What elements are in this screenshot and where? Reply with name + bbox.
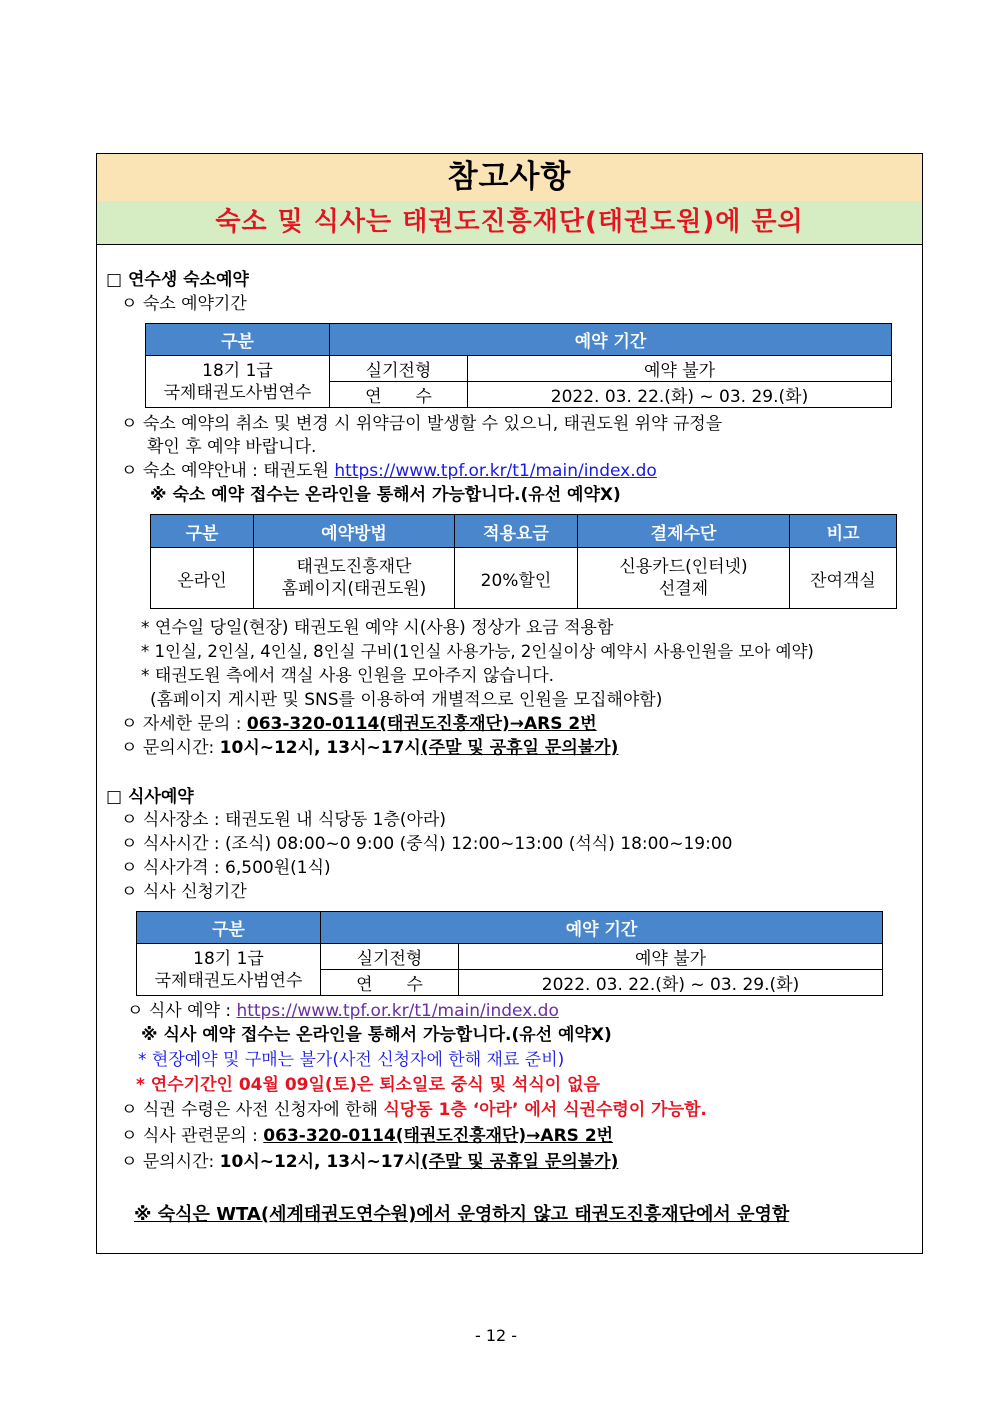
meal-ticket-value: 식당동 1층 ‘아라’ 에서 식권수령이 가능함. [383,1100,707,1120]
footer-note: ※ 숙식은 WTA(세계태권도연수원)에서 운영하지 않고 태권도진흥재단에서 운영함 [134,1204,790,1225]
page-title: 참고사항 [97,154,922,202]
lodging-note: * 연수일 당일(현장) 태권도원 예약 시(사용) 정상가 요금 적용함 [141,618,614,638]
lodging-hours-label: ㅇ 문의시간: [121,738,220,758]
course-line: 국제태권도사범연수 [163,382,312,403]
table-cell: 2022. 03. 22.(화) ~ 03. 29.(화) [459,970,883,996]
lodging-inquiry [121,713,597,735]
lodging-note: * 태권도원 측에서 객실 사용 인원을 모아주지 않습니다. [141,666,555,686]
meal-inquiry-label: ㅇ 식사 관련문의 : [121,1126,264,1146]
lodging-guide [121,460,657,482]
table-header: 결제수단 [578,515,790,548]
lodging-guide-link[interactable]: https://www.tpf.or.kr/t1/main/index.do [334,461,657,481]
page-subtitle: 숙소 및 식사는 태권도진흥재단(태권도원)에 문의 [97,201,922,245]
lodging-heading: □ 연수생 숙소예약 [106,270,249,290]
lodging-hours [121,737,618,759]
cell-line: 홈페이지(태권도원) [281,579,427,599]
course-line: 18기 1급 [202,360,273,381]
table-cell: 온라인 [151,548,254,609]
meal-price: ㅇ 식사가격 : 6,500원(1식) [121,858,331,878]
table-cell: 잔여객실 [790,548,897,609]
page-number: - 12 - [474,1326,518,1345]
lodging-hours-note: (주말 및 공휴일 문의불가) [420,738,619,758]
table-cell: 예약 불가 [459,944,883,970]
course-cell [146,356,330,408]
table-header: 비고 [790,515,897,548]
table-header: 구분 [146,324,330,356]
cancel-note: ㅇ 숙소 예약의 취소 및 변경 시 위약금이 발생할 수 있으니, 태권도원 위약 규정을 [121,414,723,434]
meal-heading: □ 식사예약 [106,787,194,807]
table-cell: 예약 불가 [468,356,892,382]
table-header: 예약방법 [254,515,455,548]
table-cell [578,548,790,609]
lodging-guide-label: ㅇ 숙소 예약안내 : 태권도원 [121,461,335,481]
meal-inquiry [121,1125,613,1147]
lodging-hours-value: 10시~12시, 13시~17시 [219,738,421,758]
meal-reserve-label: ㅇ 식사 예약 : [127,1001,237,1021]
table-cell [254,548,455,609]
course-cell [137,944,321,996]
lodging-online-only: ※ 숙소 예약 접수는 온라인을 통해서 가능합니다.(유선 예약X) [150,485,621,505]
meal-inquiry-value: 063-320-0114(태권도진흥재단)→ARS 2번 [263,1126,614,1146]
meal-hours-note: (주말 및 공휴일 문의불가) [420,1152,619,1172]
table-cell: 2022. 03. 22.(화) ~ 03. 29.(화) [468,382,892,408]
meal-place: ㅇ 식사장소 : 태권도원 내 식당동 1층(아라) [121,810,446,830]
meal-onsite-note: * 현장예약 및 구매는 불가(사전 신청자에 한해 재료 준비) [138,1050,565,1070]
cell-line: 선결제 [658,579,709,599]
table-cell: 실기전형 [321,944,459,970]
table-header: 구분 [151,515,254,548]
lodging-method-table [150,514,897,609]
meal-reserve [127,1000,559,1022]
cell-line: 신용카드(인터넷) [619,557,748,577]
course-line: 국제태권도사범연수 [154,970,303,991]
cell-line: 태권도진흥재단 [296,557,412,577]
meal-online-only: ※ 식사 예약 접수는 온라인을 통해서 가능합니다.(유선 예약X) [141,1025,612,1045]
meal-hours [121,1151,618,1173]
lodging-inquiry-label: ㅇ 자세한 문의 : [121,714,247,734]
lodging-period-table [145,323,892,408]
lodging-note: * 1인실, 2인실, 4인실, 8인실 구비(1인실 사용가능, 2인실이상 예약시 사용인원을 모아 예약) [141,642,814,661]
meal-period-label: ㅇ 식사 신청기간 [121,882,247,902]
meal-reserve-link[interactable]: https://www.tpf.or.kr/t1/main/index.do [236,1001,559,1021]
meal-ticket-label: ㅇ 식권 수령은 사전 신청자에 한해 [121,1100,384,1120]
meal-ticket [121,1099,707,1121]
table-cell: 연 수 [321,970,459,996]
table-header: 예약 기간 [330,324,892,356]
cancel-note-cont: 확인 후 예약 바랍니다. [147,437,317,457]
meal-leave-note: * 연수기간인 04월 09일(토)은 퇴소일로 중식 및 석식이 없음 [136,1075,600,1095]
table-cell: 실기전형 [330,356,468,382]
table-cell: 연 수 [330,382,468,408]
meal-period-table [136,911,883,996]
lodging-note: (홈페이지 게시판 및 SNS를 이용하여 개별적으로 인원을 모집해야함) [150,690,663,710]
table-header: 예약 기간 [321,912,883,944]
meal-time: ㅇ 식사시간 : (조식) 08:00~0 9:00 (중식) 12:00~13:00 (석식) 18:00~19:00 [121,834,733,854]
table-header: 적용요금 [455,515,578,548]
meal-hours-label: ㅇ 문의시간: [121,1152,220,1172]
table-cell: 20%할인 [455,548,578,609]
lodging-inquiry-value: 063-320-0114(태권도진흥재단)→ARS 2번 [246,714,597,734]
lodging-period-label: ㅇ 숙소 예약기간 [121,294,247,314]
course-line: 18기 1급 [193,948,264,969]
meal-hours-value: 10시~12시, 13시~17시 [219,1152,421,1172]
table-header: 구분 [137,912,321,944]
